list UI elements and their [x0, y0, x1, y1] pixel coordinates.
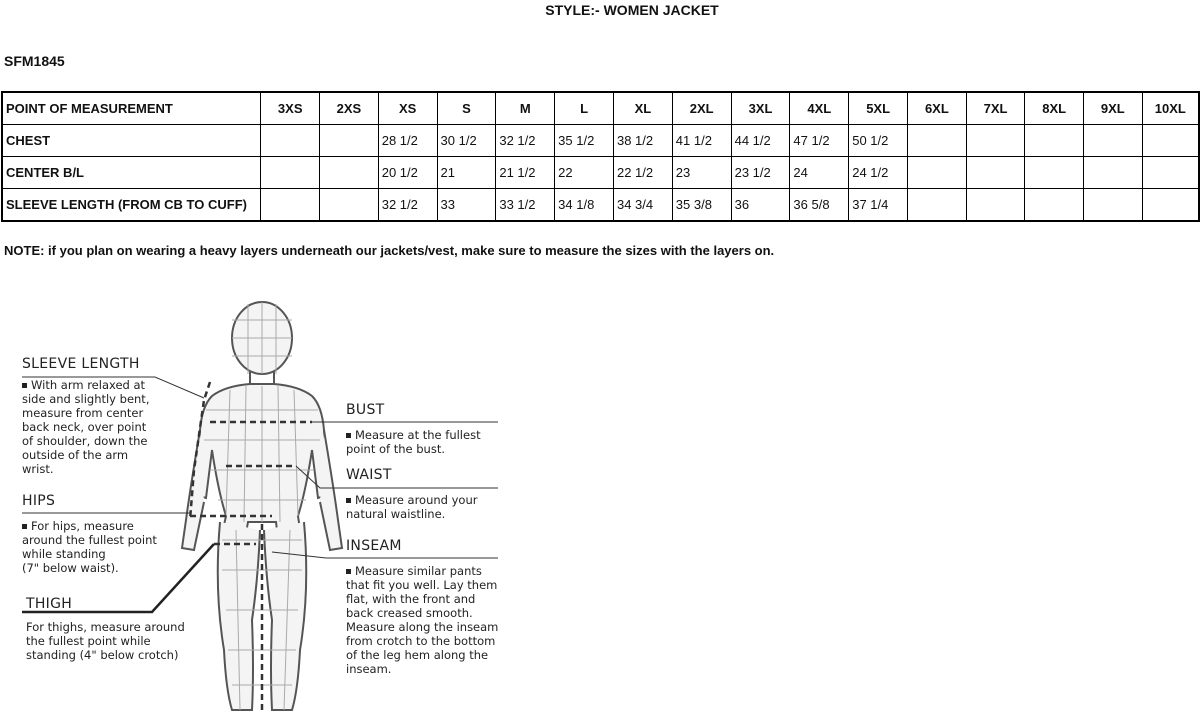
- table-cell: 24 1/2: [849, 157, 908, 189]
- column-header-size: XS: [378, 92, 437, 125]
- table-cell: [261, 189, 320, 222]
- inseam-title: INSEAM: [346, 538, 402, 554]
- table-cell: 32 1/2: [496, 125, 555, 157]
- figure-right-arm: [320, 430, 342, 550]
- table-cell: [1025, 157, 1084, 189]
- table-cell: 37 1/4: [849, 189, 908, 222]
- table-cell: [908, 125, 967, 157]
- hips-title: HIPS: [22, 493, 56, 509]
- column-header-size: L: [555, 92, 614, 125]
- size-chart-table: [1, 91, 1200, 222]
- table-cell: 21: [437, 157, 496, 189]
- bullet-icon: [22, 524, 27, 529]
- row-label: SLEEVE LENGTH (FROM CB TO CUFF): [2, 189, 261, 222]
- column-header-size: 4XL: [790, 92, 849, 125]
- table-row: [2, 157, 1199, 189]
- column-header-point-of-measurement: POINT OF MEASUREMENT: [2, 92, 261, 125]
- column-header-size: 7XL: [966, 92, 1025, 125]
- table-cell: 22 1/2: [613, 157, 672, 189]
- table-cell: 32 1/2: [378, 189, 437, 222]
- thigh-title: THIGH: [26, 596, 73, 612]
- table-cell: 35 3/8: [672, 189, 731, 222]
- layering-note: NOTE: if you plan on wearing a heavy layers underneath our jackets/vest, make sure to measure the sizes with the layers on.: [4, 243, 775, 258]
- table-cell: [908, 189, 967, 222]
- table-header-row: [2, 92, 1199, 125]
- table-cell: 33 1/2: [496, 189, 555, 222]
- column-header-size: 8XL: [1025, 92, 1084, 125]
- bullet-icon: [346, 433, 351, 438]
- table-row: [2, 189, 1199, 222]
- column-header-size: 3XS: [261, 92, 320, 125]
- table-cell: 30 1/2: [437, 125, 496, 157]
- table-cell: [1025, 125, 1084, 157]
- column-header-size: 2XS: [320, 92, 379, 125]
- table-cell: 24: [790, 157, 849, 189]
- table-cell: 36: [731, 189, 790, 222]
- table-cell: [966, 157, 1025, 189]
- bust-title: BUST: [346, 402, 385, 418]
- table-cell: 33: [437, 189, 496, 222]
- column-header-size: S: [437, 92, 496, 125]
- sleeve-length-title: SLEEVE LENGTH: [22, 356, 140, 372]
- table-cell: 36 5/8: [790, 189, 849, 222]
- table-cell: 34 3/4: [613, 189, 672, 222]
- table-cell: [320, 157, 379, 189]
- table-cell: [1084, 189, 1143, 222]
- table-row: [2, 125, 1199, 157]
- column-header-size: 3XL: [731, 92, 790, 125]
- thigh-caption: THIGH For thighs, measure around the fullest point while standing (4" below crotch): [26, 596, 226, 662]
- column-header-size: 10XL: [1142, 92, 1199, 125]
- column-header-size: 6XL: [908, 92, 967, 125]
- table-cell: [320, 125, 379, 157]
- bullet-icon: [22, 383, 27, 388]
- table-cell: [1142, 189, 1199, 222]
- page-title: STYLE:- WOMEN JACKET: [545, 2, 719, 18]
- table-cell: 22: [555, 157, 614, 189]
- row-label: CENTER B/L: [2, 157, 261, 189]
- table-cell: [1084, 125, 1143, 157]
- table-cell: [966, 189, 1025, 222]
- table-cell: 35 1/2: [555, 125, 614, 157]
- table-cell: [1025, 189, 1084, 222]
- table-cell: 20 1/2: [378, 157, 437, 189]
- measurement-guide: [0, 290, 1200, 722]
- table-cell: [261, 157, 320, 189]
- style-code: SFM1845: [4, 53, 65, 69]
- waist-caption: WAIST Measure around your natural waistline.: [346, 467, 526, 521]
- table-cell: [1142, 125, 1199, 157]
- column-header-size: 5XL: [849, 92, 908, 125]
- table-cell: 38 1/2: [613, 125, 672, 157]
- table-cell: 23: [672, 157, 731, 189]
- column-header-size: 2XL: [672, 92, 731, 125]
- table-cell: 47 1/2: [790, 125, 849, 157]
- table-cell: [1142, 157, 1199, 189]
- table-cell: [1084, 157, 1143, 189]
- table-cell: [320, 189, 379, 222]
- inseam-caption: INSEAM Measure similar pants that fit you well. Lay them flat, with the front and back creased smooth. Measure along the inseam from crotch to the bottom of the leg hem along the inseam.: [346, 538, 546, 676]
- table-cell: [908, 157, 967, 189]
- table-cell: 44 1/2: [731, 125, 790, 157]
- hips-caption: HIPS For hips, measure around the fullest point while standing (7" below waist).: [22, 493, 202, 575]
- row-label: CHEST: [2, 125, 261, 157]
- bust-caption: BUST Measure at the fullest point of the bust.: [346, 402, 526, 456]
- table-cell: 41 1/2: [672, 125, 731, 157]
- column-header-size: M: [496, 92, 555, 125]
- waist-title: WAIST: [346, 467, 392, 483]
- table-cell: [966, 125, 1025, 157]
- column-header-size: 9XL: [1084, 92, 1143, 125]
- bullet-icon: [346, 498, 351, 503]
- table-cell: [261, 125, 320, 157]
- sleeve-length-caption: SLEEVE LENGTH With arm relaxed at side and slightly bent, measure from center back neck, over point of shoulder, down the outside of the arm wrist.: [22, 356, 202, 476]
- table-cell: 21 1/2: [496, 157, 555, 189]
- column-header-size: XL: [613, 92, 672, 125]
- table-cell: 28 1/2: [378, 125, 437, 157]
- table-cell: 34 1/8: [555, 189, 614, 222]
- bullet-icon: [346, 569, 351, 574]
- table-cell: 50 1/2: [849, 125, 908, 157]
- table-cell: 23 1/2: [731, 157, 790, 189]
